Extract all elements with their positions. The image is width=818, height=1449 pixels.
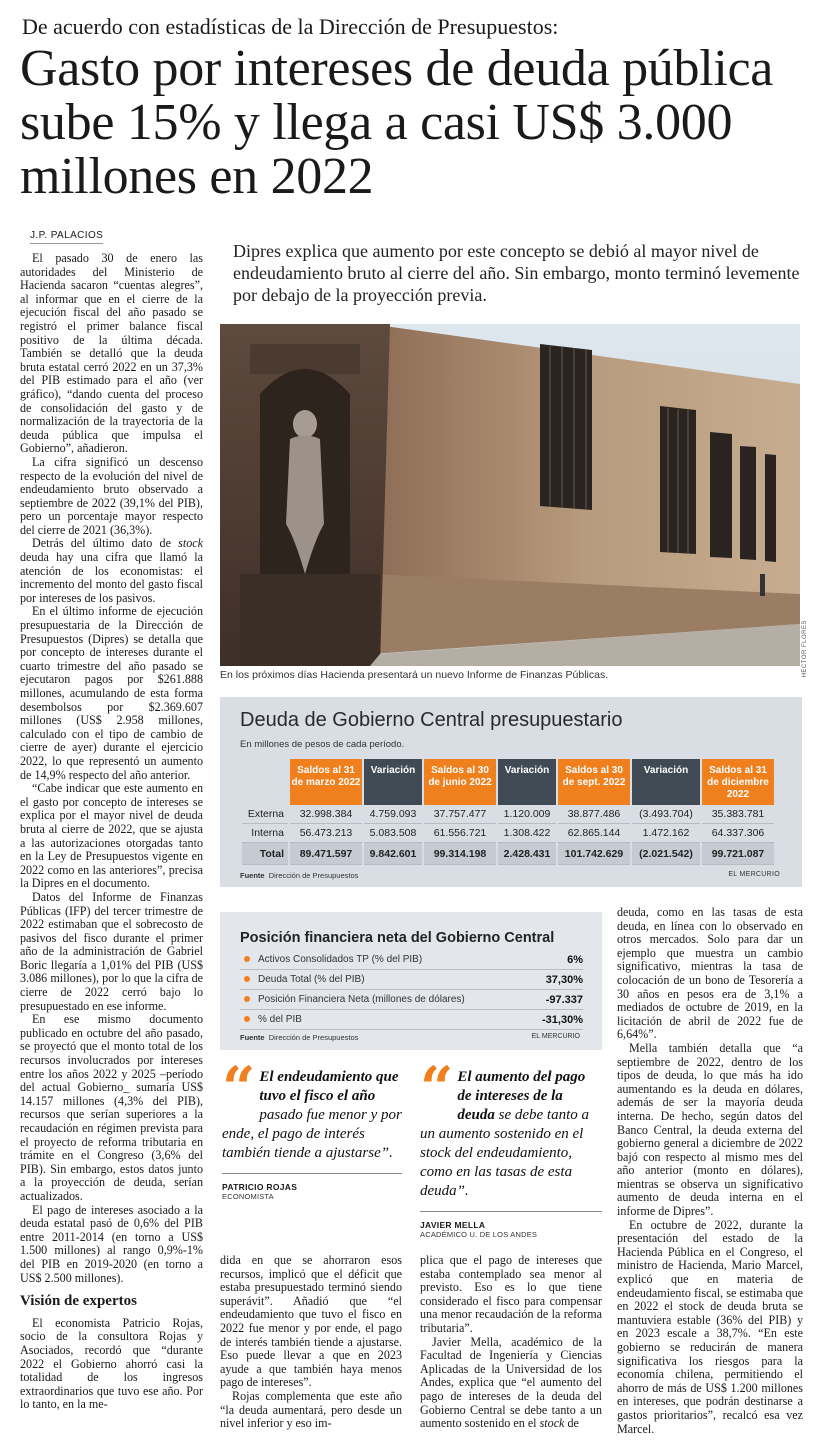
paragraph: En ese mismo documento publicado en octubre del año pasado, se proyectó que el monto total de los recursos involucrados por intereses entre los años 2022 y 2025 –período del actual Gobierno_ sumaría US$ 14.157 millones (4,3% del PIB), recursos que serían superiores a la recaudación en régimen prevista para el proyecto de reforma tributaria en trámite en el Congreso (3,6% del PIB). Sin embargo, estos datos junto a la proyección de deuda, serían actualizados. — [20, 1012, 203, 1203]
divider — [222, 1173, 402, 1174]
paragraph: Rojas complementa que este año “la deuda aumentará, pero desde un nivel inferior y eso im- — [220, 1388, 402, 1431]
section-heading: Visión de expertos — [20, 1293, 137, 1310]
lede: Dipres explica que aumento por este concepto se debió al mayor nivel de endeudamiento bruto al cierre del año. Sin embargo, monto terminó levemente por debajo de la proyección previa. — [233, 241, 800, 305]
paragraph: La cifra significó un descenso respecto de la evolución del nivel de endeudamiento bruto observado a septiembre de 2022 (39,1% del PIB), pero un porcentaje mayor respecto del cierre de 2021 (36,3%). — [20, 454, 203, 537]
photo-caption: En los próximos días Hacienda presentará un nuevo Informe de Finanzas Públicas. — [220, 669, 609, 681]
column-header: Variación — [632, 759, 700, 805]
table-brand: EL MERCURIO — [728, 871, 780, 878]
paragraph: En octubre de 2022, durante la presentación del estado de la Hacienda Pública en el Congreso, el ministro de Hacienda, Mario Marcel, explicó que en materia de endeudamiento fiscal, se estimaba que en 2022 el stock de deuda bruta se mantuviera estable (36% del PIB) y en 2023 escale a 38,7%. “En este gobierno se reducirán de manera significativa los riesgos para la economía chilena, permitiendo el ahorro de más de US$ 1.200 millones en intereses, que podrán destinarse a gastos prioritarios”, recalcó esa vez Marcel. — [617, 1217, 803, 1436]
paragraph: Detrás del último dato de stock deuda hay una cifra que llamó la atención de los economistas: el incremento del monto del gasto fiscal por intereses de los pasivos. — [20, 536, 203, 605]
paragraph: plica que el pago de intereses que estaba contemplado sea menor al previsto. Eso es lo que tiene considerado el fisco para compensar una menor recaudación de la reforma tributaria”. — [420, 1253, 602, 1335]
article-column-4 — [617, 906, 803, 1436]
headline: Gasto por intereses de deuda pública sube 15% y llega a casi US$ 3.000 millones en 2022 — [20, 40, 774, 205]
paragraph: El pago de intereses asociado a la deuda estatal pasó de 0,6% del PIB entre 2011-2014 (en torno a US$ 1.500 millones) al rango 0,9%-1% del PIB en 2019-2020 (en torno a US$ 2.500 millones). — [20, 1202, 203, 1285]
table-row: Interna 56.473.213 5.083.508 61.556.721 1.308.422 62.865.144 1.472.162 64.337.306 — [242, 824, 774, 843]
article-column-3 — [420, 1254, 602, 1431]
quote-rojas: “ El endeudamiento que tuvo el fisco el año pasado fue menor y por ende, el pago de interés también tiende a ajustarse”. PATRICIO ROJAS ECONOMISTA — [222, 1054, 402, 1201]
column-header: Saldos al 31 de marzo 2022 — [290, 759, 362, 805]
table-subtitle: En millones de pesos de cada período. — [240, 739, 405, 750]
position-brand: EL MERCURIO — [531, 1033, 580, 1040]
position-row: Deuda Total (% del PIB) 37,30% — [240, 970, 583, 990]
article-column-2 — [220, 1254, 402, 1431]
quote-mark-icon: “ — [222, 1054, 256, 1122]
position-source: Fuente Dirección de Presupuestos — [240, 1033, 359, 1042]
article-column-1 — [20, 252, 203, 1412]
table-title: Deuda de Gobierno Central presupuestario — [240, 709, 623, 731]
table-source: Fuente Dirección de Presupuestos — [240, 871, 359, 880]
paragraph: El economista Patricio Rojas, socio de la consultora Rojas y Asociados, recordó que “durante 2022 el Gobierno ahorró casi la totalidad de los ingresos extraordinarios que tuvo ese año. Por lo tanto, en la me- — [20, 1315, 203, 1412]
paragraph: El pasado 30 de enero las autoridades del Ministerio de Hacienda sacaron “cuentas alegres”, al informar que en el cierre de la ejecución fiscal del año pasado se registró el primer balance fiscal positivo de la última década. También se detalló que la deuda bruta estatal cerró 2022 en un 37,3% del PIB estimado para el año (ver gráfico), “dando cuenta del proceso de consolidación del gasto y de normalización de la trayectoria de la deuda pública que impulsa el Gobierno”, añadieron. — [20, 251, 203, 456]
paragraph: deuda, como en las tasas de esta deuda, en línea con lo observado en otros mercados. Solo para dar un ejemplo que muestra un cambio significativo, mientras la tasa de colocación de un bono de Tesorería a 30 años en pesos era de 3,1% a mediados de octubre de 2019, en la licitación de abril de 2022 fue de 6,64%”. — [617, 905, 803, 1042]
debt-table-box — [220, 697, 802, 887]
building-photo — [220, 324, 800, 666]
paragraph: Datos del Informe de Finanzas Públicas (IFP) del tercer trimestre de 2022 estimaban que el sobrecosto de pasivos del fisco durante el primer año de la administración de Gabriel Boric llegaría a 1,01% del PIB (US$ 3.086 millones), por lo que la cifra de cierre de 2022 cerró bajo lo presupuestado en ese informe. — [20, 889, 203, 1013]
quote-author: JAVIER MELLA — [420, 1220, 486, 1230]
bullet-icon — [244, 976, 250, 982]
column-header: Variación — [364, 759, 422, 805]
column-header: Saldos al 30 de junio 2022 — [424, 759, 496, 805]
position-row: % del PIB -31,30% — [240, 1010, 583, 1030]
building-photo-illustration — [220, 324, 800, 666]
debt-table — [240, 759, 776, 865]
table-row-total: Total 89.471.597 9.842.601 99.314.198 2.428.431 101.742.629 (2.021.542) 99.721.087 — [242, 843, 774, 865]
bullet-icon — [244, 1016, 250, 1022]
byline: J.P. PALACIOS — [30, 230, 103, 244]
quote-role: ACADÉMICO U. DE LOS ANDES — [420, 1230, 538, 1239]
column-header: Saldos al 30 de sept. 2022 — [558, 759, 630, 805]
column-header: Saldos al 31 de diciembre 2022 — [702, 759, 774, 805]
column-header: Variación — [498, 759, 556, 805]
paragraph: En el último informe de ejecución presupuestaria de la Dirección de Presupuestos (Dipres) se detalla que por concepto de intereses durante el cuarto trimestre del año pasado se ejecutaron pagos por $261.888 millones, acumulando de esta forma desembolsos por $2.369.607 millones (US$ 2.958 millones, calculado con el tipo de cambio de cierre de ayer) durante el ejercicio 2022, lo que representó un aumento de 14,9% respecto del año anterior. — [20, 604, 203, 782]
kicker: De acuerdo con estadísticas de la Dirección de Presupuestos: — [22, 14, 559, 39]
quote-mark-icon: “ — [420, 1054, 454, 1122]
position-row: Activos Consolidados TP (% del PIB) 6% — [240, 950, 583, 970]
paragraph: Mella también detalla que “a septiembre de 2022, dentro de los tipos de deuda, lo que más ha ido aumentando es la deuda en dólares, además de ser la mayoría deuda interna. De hecho, según datos del Banco Central, la deuda externa del gobierno general a diciembre de 2022 bajó con respecto al mismo mes del año anterior (monto en dólares), mientras se observa un significativo aumento de deuda interna en el informe de Dipres”. — [617, 1040, 803, 1219]
bullet-icon — [244, 996, 250, 1002]
quote-role: ECONOMISTA — [222, 1192, 274, 1201]
paragraph: dida en que se ahorraron esos recursos, implicó que el déficit que estaba presupuestado terminó siendo superávit”. Añadió que “el endeudamiento que tuvo el fisco en 2022 fue menor y por ende, el pago de interés también tiende a ajustarse. Eso puede llevar a que en 2023 ayude a que también haya menos pago de intereses”. — [220, 1253, 402, 1390]
paragraph: Javier Mella, académico de la Facultad de Ingeniería y Ciencias Aplicadas de la Universidad de los Andes, explica que “el aumento del pago de intereses de la deuda del Gobierno Central se debe tanto a un aumento sostenido en el stock de — [420, 1334, 602, 1431]
table-row: Externa 32.998.384 4.759.093 37.757.477 1.120.009 38.877.486 (3.493.704) 35.383.781 — [242, 805, 774, 824]
photo-credit: HÉCTOR FLORES — [802, 620, 808, 678]
position-title: Posición financiera neta del Gobierno Central — [240, 930, 555, 946]
quote-mella: “ El aumento del pago de intereses de la deuda se debe tanto a un aumento sostenido en el stock del endeudamiento, como en las tasas de esta deuda”. JAVIER MELLA ACADÉMICO U. DE LOS ANDES — [420, 1068, 602, 1239]
paragraph: “Cabe indicar que este aumento en el gasto por concepto de intereses se explica por el mayor nivel de deuda bruta al cierre de 2022, que se ajusta a las autorizaciones otorgadas tanto en la Ley de Presupuestos vigente en 2022 como en las anteriores”, precisa la Dipres en el documento. — [20, 781, 203, 891]
position-row: Posición Financiera Neta (millones de dólares) -97.337 — [240, 990, 583, 1010]
quote-author: PATRICIO ROJAS — [222, 1182, 298, 1192]
net-position-box — [220, 912, 602, 1050]
bullet-icon — [244, 956, 250, 962]
divider — [420, 1211, 602, 1212]
